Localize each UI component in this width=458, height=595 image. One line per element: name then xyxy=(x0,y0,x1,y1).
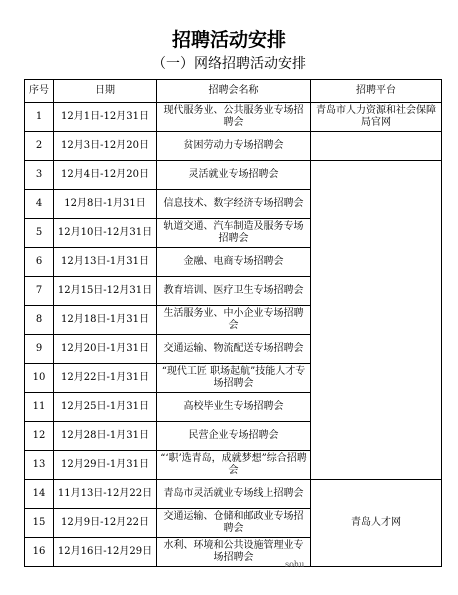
cell-seq: 11 xyxy=(25,393,54,422)
cell-name: 生活服务业、中小企业专场招聘会 xyxy=(157,306,311,335)
cell-date: 12月16日-12月29日 xyxy=(54,538,157,567)
cell-name: 金融、电商专场招聘会 xyxy=(157,248,311,277)
header-platform: 招聘平台 xyxy=(311,80,442,103)
cell-name: 轨道交通、汽车制造及服务专场招聘会 xyxy=(157,219,311,248)
cell-date: 12月18日-1月31日 xyxy=(54,306,157,335)
table-row xyxy=(25,161,442,190)
cell-platform: 青岛人才网 xyxy=(311,480,442,567)
cell-date: 12月25日-1月31日 xyxy=(54,393,157,422)
table-row xyxy=(25,103,442,132)
table-header-row xyxy=(25,80,442,103)
section-subtitle: （一）网络招聘活动安排 xyxy=(152,56,306,72)
cell-seq: 6 xyxy=(25,248,54,277)
cell-seq: 13 xyxy=(25,451,54,480)
cell-seq: 1 xyxy=(25,103,54,132)
header-date: 日期 xyxy=(54,80,157,103)
cell-date: 12月29日-1月31日 xyxy=(54,451,157,480)
header-seq: 序号 xyxy=(25,80,54,103)
cell-platform-merged xyxy=(311,161,442,480)
cell-date: 12月22日-1月31日 xyxy=(54,364,157,393)
table-row xyxy=(25,480,442,509)
cell-platform: 青岛市人力资源和社会保障局官网 xyxy=(311,103,442,132)
cell-date: 12月13日-1月31日 xyxy=(54,248,157,277)
cell-seq: 10 xyxy=(25,364,54,393)
cell-name: 现代服务业、公共服务业专场招聘会 xyxy=(157,103,311,132)
cell-date: 12月10日-12月31日 xyxy=(54,219,157,248)
cell-name: “‘职’选青岛，成就梦想”综合招聘会 xyxy=(157,451,311,480)
cell-seq: 4 xyxy=(25,190,54,219)
cell-seq: 8 xyxy=(25,306,54,335)
cell-name: 高校毕业生专场招聘会 xyxy=(157,393,311,422)
cell-name: 交通运输、物流配送专场招聘会 xyxy=(157,335,311,364)
cell-date: 12月28日-1月31日 xyxy=(54,422,157,451)
cell-name: 灵活就业专场招聘会 xyxy=(157,161,311,190)
cell-name: 教育培训、医疗卫生专场招聘会 xyxy=(157,277,311,306)
cell-date: 12月20日-1月31日 xyxy=(54,335,157,364)
cell-date: 12月3日-12月20日 xyxy=(54,132,157,161)
cell-name: “现代工匠 职场起航”技能人才专场招聘会 xyxy=(157,364,311,393)
cell-seq: 12 xyxy=(25,422,54,451)
cell-date: 12月15日-12月31日 xyxy=(54,277,157,306)
cell-seq: 3 xyxy=(25,161,54,190)
cell-seq: 16 xyxy=(25,538,54,567)
page-title: 招聘活动安排 xyxy=(171,29,286,51)
cell-seq: 5 xyxy=(25,219,54,248)
cell-date: 12月4日-12月20日 xyxy=(54,161,157,190)
cell-date: 11月13日-12月22日 xyxy=(54,480,157,509)
cell-seq: 2 xyxy=(25,132,54,161)
cell-name: 民营企业专场招聘会 xyxy=(157,422,311,451)
cell-seq: 14 xyxy=(25,480,54,509)
cell-name: 水利、环境和公共设施管理业专场招聘会 xyxy=(157,538,311,567)
cell-date: 12月9日-12月22日 xyxy=(54,509,157,538)
cell-name: 贫困劳动力专场招聘会 xyxy=(157,132,311,161)
cell-name: 青岛市灵活就业专场线上招聘会 xyxy=(157,480,311,509)
recruitment-schedule-table xyxy=(24,79,442,567)
cell-seq: 9 xyxy=(25,335,54,364)
cell-seq: 15 xyxy=(25,509,54,538)
watermark-noise: sohu xyxy=(285,560,305,569)
cell-platform-empty xyxy=(311,132,442,161)
cell-name: 信息技术、数字经济专场招聘会 xyxy=(157,190,311,219)
cell-date: 12月1日-12月31日 xyxy=(54,103,157,132)
cell-seq: 7 xyxy=(25,277,54,306)
table-row xyxy=(25,132,442,161)
cell-name: 交通运输、仓储和邮政业专场招聘会 xyxy=(157,509,311,538)
cell-date: 12月8日-1月31日 xyxy=(54,190,157,219)
header-name: 招聘会名称 xyxy=(157,80,311,103)
